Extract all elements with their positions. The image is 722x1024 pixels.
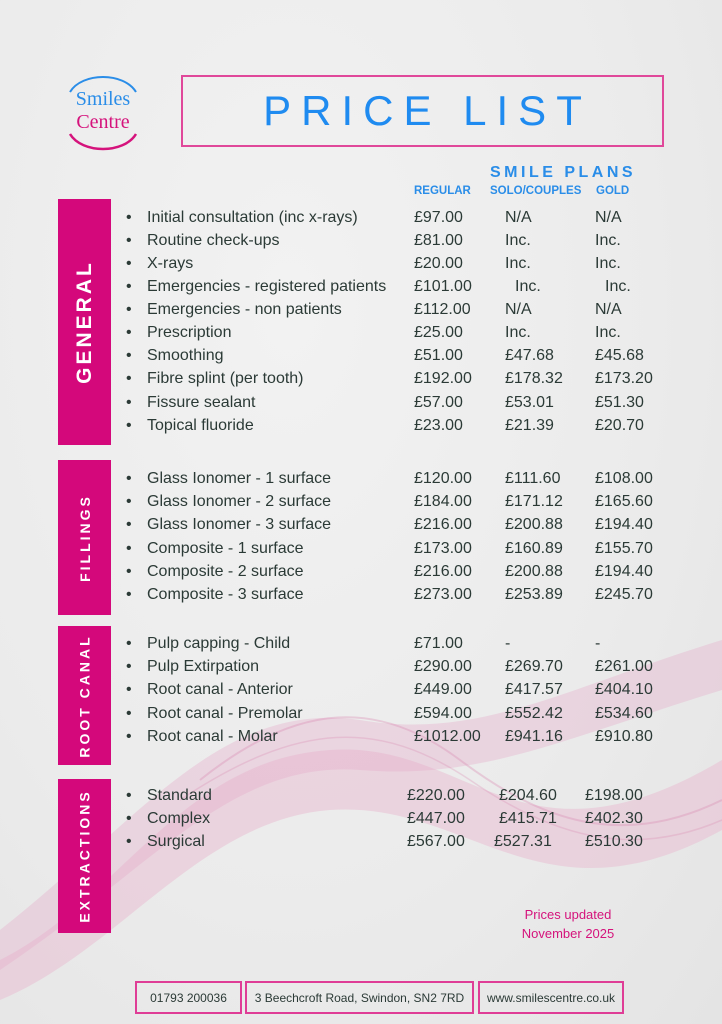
price-solo: Inc. xyxy=(505,232,531,249)
price-row xyxy=(126,252,686,275)
note-line-1: Prices updated xyxy=(524,907,612,922)
item-name: Composite - 2 surface xyxy=(147,563,304,580)
item-name: Glass Ionomer - 2 surface xyxy=(147,493,332,510)
footer-website-link[interactable]: www.smilescentre.co.uk xyxy=(478,981,624,1014)
price-row xyxy=(126,784,686,807)
price-gold: £20.70 xyxy=(595,417,644,434)
item-name: Complex xyxy=(147,810,211,827)
bullet-icon: • xyxy=(126,563,132,580)
price-gold: £165.60 xyxy=(595,493,653,510)
price-row xyxy=(126,537,686,560)
price-gold: N/A xyxy=(595,301,622,318)
price-solo: Inc. xyxy=(505,255,531,272)
price-gold: £245.70 xyxy=(595,586,653,603)
price-regular: £220.00 xyxy=(407,787,465,804)
price-gold: Inc. xyxy=(595,232,621,249)
item-name: Glass Ionomer - 3 surface xyxy=(147,516,332,533)
bullet-icon: • xyxy=(126,493,132,510)
price-regular: £290.00 xyxy=(414,658,472,675)
price-solo: £178.32 xyxy=(505,370,563,387)
item-name: Routine check-ups xyxy=(147,232,280,249)
section-tab-root-canal xyxy=(58,626,111,765)
logo-text-centre: Centre xyxy=(76,111,130,133)
price-row xyxy=(126,275,686,298)
price-solo: £527.31 xyxy=(494,833,552,850)
price-regular: £567.00 xyxy=(407,833,465,850)
section-tab-extractions xyxy=(58,779,111,933)
smile-plans-heading: SMILE PLANS xyxy=(490,164,637,181)
price-regular: £25.00 xyxy=(414,324,463,341)
price-solo: £415.71 xyxy=(499,810,557,827)
price-solo: £171.12 xyxy=(505,493,563,510)
footer-address: 3 Beechcroft Road, Swindon, SN2 7RD xyxy=(245,981,474,1014)
column-header-solo-couples: SOLO/COUPLES xyxy=(490,185,582,197)
item-name: Prescription xyxy=(147,324,232,341)
bullet-icon: • xyxy=(126,540,132,557)
price-solo: £552.42 xyxy=(505,705,563,722)
bullet-icon: • xyxy=(126,516,132,533)
price-gold: £194.40 xyxy=(595,516,653,533)
section-label: ROOT CANAL xyxy=(76,633,93,758)
page-title: PRICE LIST xyxy=(263,87,592,134)
bullet-icon: • xyxy=(126,301,132,318)
item-name: Composite - 3 surface xyxy=(147,586,304,603)
price-solo: £941.16 xyxy=(505,728,563,745)
price-row xyxy=(126,467,686,490)
item-name: Glass Ionomer - 1 surface xyxy=(147,470,332,487)
price-regular: £20.00 xyxy=(414,255,463,272)
item-name: Root canal - Premolar xyxy=(147,705,303,722)
item-name: Emergencies - non patients xyxy=(147,301,342,318)
price-row xyxy=(126,632,686,655)
bullet-icon: • xyxy=(126,324,132,341)
bullet-icon: • xyxy=(126,635,132,652)
footer-phone[interactable]: 01793 200036 xyxy=(135,981,242,1014)
price-gold: - xyxy=(595,635,601,652)
price-solo: N/A xyxy=(505,209,532,226)
price-solo: £47.68 xyxy=(505,347,554,364)
bullet-icon: • xyxy=(126,681,132,698)
item-name: Root canal - Anterior xyxy=(147,681,293,698)
price-gold: N/A xyxy=(595,209,622,226)
bullet-icon: • xyxy=(126,370,132,387)
price-solo: £200.88 xyxy=(505,563,563,580)
item-name: Pulp Extirpation xyxy=(147,658,260,675)
price-gold: £402.30 xyxy=(585,810,643,827)
item-name: Fissure sealant xyxy=(147,394,256,411)
price-row xyxy=(126,655,686,678)
bullet-icon: • xyxy=(126,209,132,226)
section-label: FILLINGS xyxy=(76,493,93,582)
price-regular: £71.00 xyxy=(414,635,463,652)
prices-updated-note xyxy=(508,905,628,943)
price-solo: £269.70 xyxy=(505,658,563,675)
price-row xyxy=(126,678,686,701)
bullet-icon: • xyxy=(126,586,132,603)
price-gold: £261.00 xyxy=(595,658,653,675)
price-regular: £112.00 xyxy=(414,301,471,318)
price-regular: £449.00 xyxy=(414,681,472,698)
price-gold: £198.00 xyxy=(585,787,643,804)
bullet-icon: • xyxy=(126,658,132,675)
price-row xyxy=(126,321,686,344)
item-name: Smoothing xyxy=(147,347,224,364)
price-solo: £21.39 xyxy=(505,417,554,434)
item-name: Pulp capping - Child xyxy=(147,635,291,652)
price-gold: £173.20 xyxy=(595,370,653,387)
section-label: EXTRACTIONS xyxy=(76,789,93,923)
price-row xyxy=(126,344,686,367)
price-solo: £204.60 xyxy=(499,787,557,804)
price-regular: £447.00 xyxy=(407,810,465,827)
price-solo: £111.60 xyxy=(505,470,561,487)
price-regular: £216.00 xyxy=(414,563,472,580)
item-name: Fibre splint (per tooth) xyxy=(147,370,304,387)
title-box xyxy=(181,75,664,147)
price-row xyxy=(126,298,686,321)
bullet-icon: • xyxy=(126,810,132,827)
price-regular: £101.00 xyxy=(414,278,472,295)
price-solo: £160.89 xyxy=(505,540,563,557)
price-gold: £108.00 xyxy=(595,470,653,487)
item-name: Emergencies - registered patients xyxy=(147,278,387,295)
section-tab-fillings xyxy=(58,460,111,615)
price-regular: £51.00 xyxy=(414,347,463,364)
item-name: Initial consultation (inc x-rays) xyxy=(147,209,358,226)
section-label: GENERAL xyxy=(72,260,96,384)
price-regular: £97.00 xyxy=(414,209,463,226)
item-name: Standard xyxy=(147,787,212,804)
price-gold: £910.80 xyxy=(595,728,653,745)
bullet-icon: • xyxy=(126,705,132,722)
item-name: Root canal - Molar xyxy=(147,728,278,745)
bullet-icon: • xyxy=(126,347,132,364)
item-name: Surgical xyxy=(147,833,205,850)
price-gold: £510.30 xyxy=(585,833,643,850)
price-solo: - xyxy=(505,635,511,652)
price-row xyxy=(126,490,686,513)
bullet-icon: • xyxy=(126,470,132,487)
price-row xyxy=(126,807,686,830)
item-name: X-rays xyxy=(147,255,194,272)
price-regular: £1012.00 xyxy=(414,728,481,745)
price-gold: £51.30 xyxy=(595,394,644,411)
price-gold: Inc. xyxy=(605,278,631,295)
note-line-2: November 2025 xyxy=(521,926,615,941)
bullet-icon: • xyxy=(126,728,132,745)
price-regular: £594.00 xyxy=(414,705,472,722)
price-solo: £53.01 xyxy=(505,394,554,411)
price-row xyxy=(126,583,686,606)
price-solo: £200.88 xyxy=(505,516,563,533)
price-gold: £404.10 xyxy=(595,681,653,698)
price-regular: £120.00 xyxy=(414,470,472,487)
price-regular: £273.00 xyxy=(414,586,472,603)
price-row xyxy=(126,206,686,229)
bullet-icon: • xyxy=(126,394,132,411)
price-row xyxy=(126,830,686,853)
price-regular: £81.00 xyxy=(414,232,463,249)
price-row xyxy=(126,229,686,252)
price-solo: £253.89 xyxy=(505,586,563,603)
price-regular: £192.00 xyxy=(414,370,472,387)
price-row xyxy=(126,391,686,414)
price-regular: £23.00 xyxy=(414,417,463,434)
price-solo: Inc. xyxy=(505,324,531,341)
price-gold: Inc. xyxy=(595,324,621,341)
price-regular: £184.00 xyxy=(414,493,472,510)
price-solo: £417.57 xyxy=(505,681,563,698)
price-solo: Inc. xyxy=(515,278,541,295)
price-solo: N/A xyxy=(505,301,532,318)
price-gold: £45.68 xyxy=(595,347,644,364)
section-tab-general xyxy=(58,199,111,445)
price-gold: £155.70 xyxy=(595,540,653,557)
smiles-centre-logo xyxy=(62,70,144,156)
column-header-regular: REGULAR xyxy=(414,185,471,197)
item-name: Topical fluoride xyxy=(147,417,254,434)
logo-text-smiles: Smiles xyxy=(75,88,131,110)
bullet-icon: • xyxy=(126,232,132,249)
bullet-icon: • xyxy=(126,278,132,295)
price-row xyxy=(126,702,686,725)
price-regular: £57.00 xyxy=(414,394,463,411)
price-row xyxy=(126,513,686,536)
bullet-icon: • xyxy=(126,417,132,434)
bullet-icon: • xyxy=(126,255,132,272)
price-row xyxy=(126,367,686,390)
bullet-icon: • xyxy=(126,787,132,804)
price-gold: £194.40 xyxy=(595,563,653,580)
bullet-icon: • xyxy=(126,833,132,850)
price-row xyxy=(126,414,686,437)
column-header-gold: GOLD xyxy=(596,185,630,197)
price-regular: £216.00 xyxy=(414,516,472,533)
price-row xyxy=(126,560,686,583)
price-row xyxy=(126,725,686,748)
price-gold: £534.60 xyxy=(595,705,653,722)
price-regular: £173.00 xyxy=(414,540,472,557)
item-name: Composite - 1 surface xyxy=(147,540,304,557)
price-gold: Inc. xyxy=(595,255,621,272)
